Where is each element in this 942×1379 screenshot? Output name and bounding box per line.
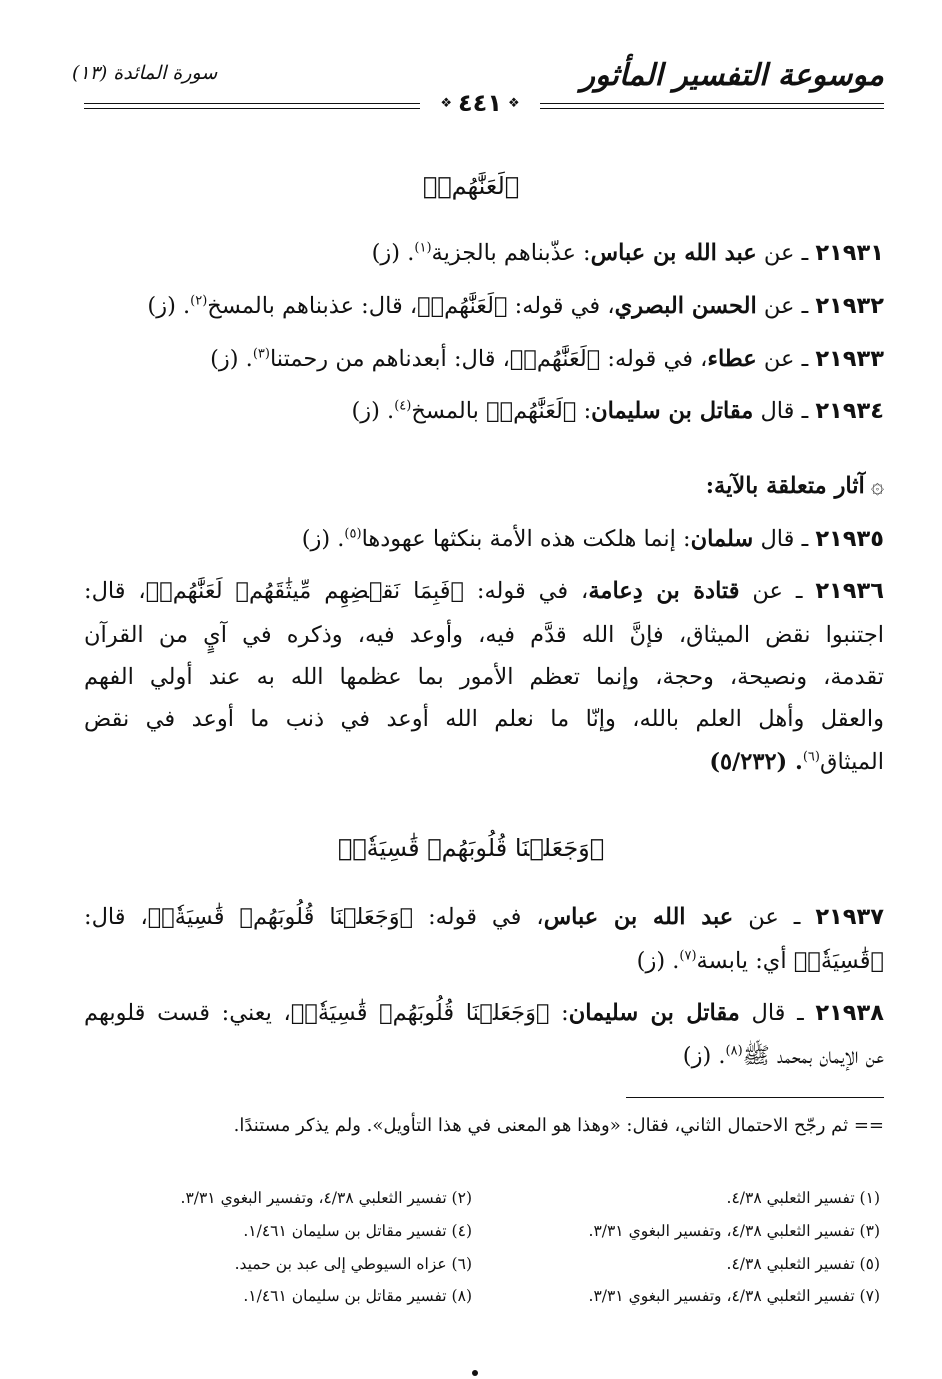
- entry-number: ٢١٩٣٥: [815, 526, 884, 552]
- footnote-ref: (٣): [252, 346, 270, 362]
- footnote-1: (١) تفسير الثعلبي ٤/٣٨.: [726, 1189, 880, 1207]
- narrator-name: عبد الله بن عباس: [590, 240, 757, 266]
- entry-text: عن: [733, 904, 779, 930]
- entry-text: بالمسخ: [411, 398, 487, 424]
- series-title: موسوعة التفسير المأثور: [580, 58, 884, 93]
- footnote-5: (٥) تفسير الثعلبي ٤/٣٨.: [726, 1255, 880, 1273]
- entry-21937-line-1: [84, 904, 884, 930]
- entry-21932: [147, 293, 884, 319]
- entry-tail: . (ز): [636, 948, 680, 974]
- footnote-ref: (١): [414, 240, 432, 256]
- entry-text: عن: [756, 346, 795, 372]
- footnote-6: (٦) عزاه السيوطي إلى عبد بن حميد.: [234, 1255, 472, 1273]
- entry-tail: . (ز): [371, 240, 415, 266]
- dash: ـ: [778, 904, 816, 930]
- page-number: ٤٤١: [458, 89, 502, 117]
- dash: ـ: [785, 1000, 816, 1026]
- entry-text: قال: [739, 1000, 786, 1026]
- entry-tail: . (ز): [682, 1043, 726, 1069]
- entry-21936-line-5: [709, 749, 884, 775]
- dash: ـ: [794, 398, 816, 424]
- dash: ـ: [794, 293, 816, 319]
- entry-number: ٢١٩٣٤: [815, 398, 884, 424]
- verse-heading: ﴿وَجَعَلۡنَا قُلُوبَهُمۡ قَٰسِيَةٗۖ﴾: [337, 834, 605, 862]
- quran-quote: ﴿لَعَنَّٰهُمۡ﴾: [509, 346, 601, 372]
- entry-text: ، في قوله:: [464, 578, 589, 604]
- entry-number: ٢١٩٣٢: [815, 293, 884, 319]
- entry-text: : إنما هلكت هذه الأمة بنكثها عهودها: [361, 526, 691, 552]
- narrator-name: عطاء: [707, 346, 757, 372]
- entry-text: ، قال: أبعدناهم من رحمتنا: [269, 346, 510, 372]
- entry-21938-line-2: [683, 1043, 884, 1075]
- entry-21936-line-1: [84, 578, 884, 604]
- verse-heading: ﴿لَعَنَّٰهُمۡ﴾: [422, 172, 520, 200]
- footnote-ref: (٦): [802, 749, 820, 765]
- entry-21931: [372, 240, 884, 266]
- entry-21936-line-3: تقدمة، ونصيحة، وحجة، وإنما تعظم الأمور بما عظمها الله به عند أولي الفهم: [84, 664, 884, 690]
- footnote-4: (٤) تفسير مقاتل بن سليمان ١/٤٦١.: [243, 1222, 472, 1240]
- entry-tail: . (ز): [210, 346, 253, 372]
- entry-21936-line-2: اجتنبوا نقض الميثاق، فإنَّ الله قدَّم فيه، وأوعد فيه، وذكره في آيٍ من القرآن: [84, 622, 885, 648]
- narrator-name: مقاتل بن سليمان: [568, 1000, 740, 1026]
- entry-text: عن الإيمان بمحمد ﷺ: [742, 1043, 884, 1069]
- footnote-7: (٧) تفسير الثعلبي ٤/٣٨، وتفسير البغوي ٣/٣١.: [588, 1287, 880, 1305]
- entry-text: عن: [756, 293, 795, 319]
- quran-quote: ﴿وَجَعَلۡنَا قُلُوبَهُمۡ قَٰسِيَةٗۖ﴾: [147, 904, 414, 930]
- entry-number: ٢١٩٣٧: [815, 904, 884, 930]
- source-ref: . (٥/٢٣٢): [709, 749, 803, 775]
- footnote-separator: [626, 1097, 884, 1098]
- entry-tail: . (ز): [301, 526, 345, 552]
- entry-text: : عذّبناهم بالجزية: [431, 240, 591, 266]
- entry-number: ٢١٩٣٣: [815, 346, 884, 372]
- entry-21935: [302, 526, 884, 552]
- footnote-ref: (٤): [394, 398, 412, 414]
- narrator-name: قتادة بن دِعامة: [588, 578, 740, 604]
- footnote-8: (٨) تفسير مقاتل بن سليمان ١/٤٦١.: [243, 1287, 472, 1305]
- footnote-continuation: == ثم رجّح الاحتمال الثاني، فقال: «وهذا هو المعنى في هذا التأويل». ولم يذكر مستندًا.: [233, 1115, 884, 1136]
- footnote-2: (٢) تفسير الثعلبي ٤/٣٨، وتفسير البغوي ٣/٣١.: [180, 1189, 472, 1207]
- dash: ـ: [782, 578, 816, 604]
- section-heading: [706, 473, 884, 499]
- ornament-icon: ❖: [507, 95, 520, 111]
- footnote-3: (٣) تفسير الثعلبي ٤/٣٨، وتفسير البغوي ٣/٣١.: [588, 1222, 880, 1240]
- entry-text: عن: [756, 240, 795, 266]
- entry-number: ٢١٩٣٨: [815, 1000, 884, 1026]
- quran-quote: ﴿قَٰسِيَةٗۖ﴾: [793, 948, 884, 974]
- dash: ـ: [794, 346, 816, 372]
- entry-text: :: [576, 398, 592, 424]
- dash: ـ: [794, 240, 816, 266]
- footnote-ref: (٧): [679, 948, 697, 964]
- narrator-name: عبد الله بن عباس: [543, 904, 734, 930]
- ornament-icon: ❖: [440, 95, 453, 111]
- dash: ـ: [794, 526, 816, 552]
- entry-21936-line-4: والعقل وأهل العلم بالله، وإنّا ما نعلم الله أوعد في ذنب ما أوعد في نقض: [84, 706, 884, 732]
- quran-quote: ﴿فَبِمَا نَقۡضِهِم مِّيثَٰقَهُمۡ لَعَنَّٰهُمۡ﴾: [145, 578, 464, 604]
- entry-tail: . (ز): [351, 398, 395, 424]
- quran-quote: ﴿لَعَنَّٰهُمۡ﴾: [417, 293, 508, 319]
- entry-number: ٢١٩٣٦: [815, 578, 884, 604]
- entry-21938-line-1: [84, 1000, 884, 1026]
- page-dot: [472, 1370, 478, 1376]
- entry-21933: [210, 346, 884, 372]
- footnote-ref: (٥): [344, 526, 362, 542]
- quran-quote: ﴿لَعَنَّٰهُمۡ﴾: [486, 398, 577, 424]
- entry-text: قال: [753, 526, 795, 552]
- surah-title: سورة المائدة (١٣): [72, 62, 218, 84]
- narrator-name: سلمان: [690, 526, 754, 552]
- entry-text: قال: [753, 398, 795, 424]
- entry-text: ، في قوله:: [600, 346, 708, 372]
- entry-text: ، يعني: قست قلوبهم: [84, 1000, 291, 1026]
- entry-text: ، في قوله:: [413, 904, 544, 930]
- entry-number: ٢١٩٣١: [815, 240, 884, 266]
- entry-text: ، قال: عذبناهم بالمسخ: [207, 293, 418, 319]
- entry-tail: . (ز): [147, 293, 191, 319]
- quran-quote: ﴿وَجَعَلۡنَا قُلُوبَهُمۡ قَٰسِيَةٗۖ﴾: [290, 1000, 550, 1026]
- entry-text: أي: يابسة: [696, 948, 794, 974]
- entry-text: الميثاق: [819, 749, 884, 775]
- narrator-name: مقاتل بن سليمان: [591, 398, 754, 424]
- entry-21937-line-2: [637, 948, 884, 974]
- entry-text: :: [549, 1000, 569, 1026]
- entry-21934: [351, 398, 884, 424]
- entry-text: عن: [739, 578, 783, 604]
- footnote-ref: (٨): [725, 1043, 743, 1059]
- entry-text: ، قال:: [84, 904, 148, 930]
- entry-text: ، قال:: [84, 578, 146, 604]
- footnote-ref: (٢): [190, 293, 208, 309]
- entry-text: ، في قوله:: [507, 293, 615, 319]
- page-number-box: [420, 88, 540, 118]
- narrator-name: الحسن البصري: [614, 293, 757, 319]
- star-ornament-icon: ۞: [870, 473, 884, 499]
- section-title: آثار متعلقة بالآية:: [705, 473, 865, 499]
